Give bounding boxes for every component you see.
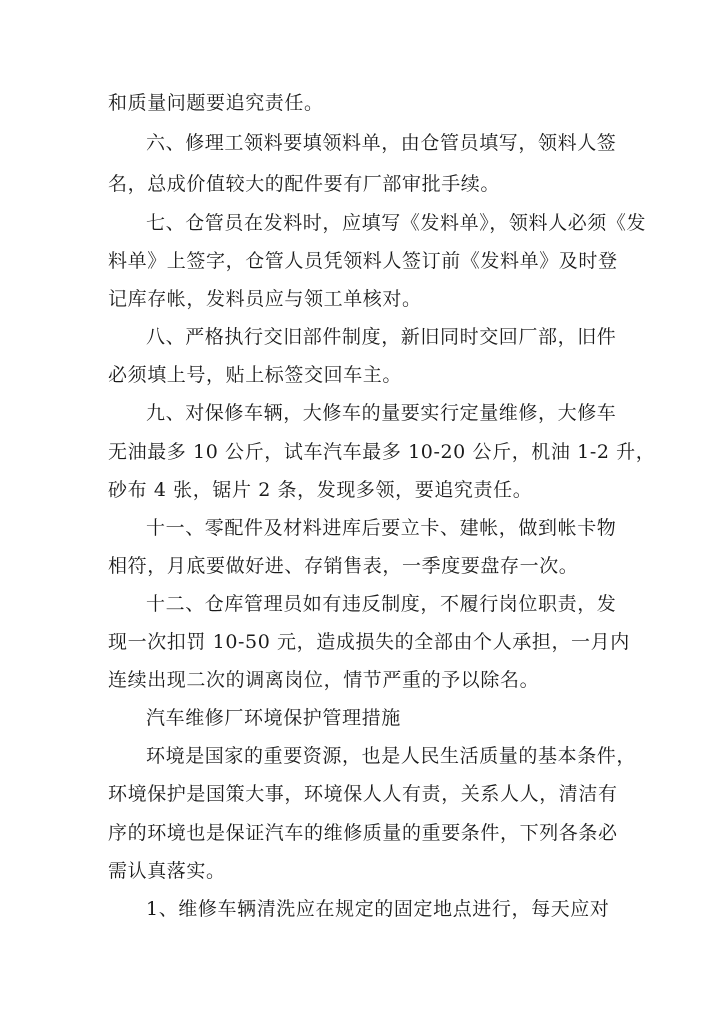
text-line: 1、维修车辆清洗应在规定的固定地点进行，每天应对 [146, 898, 610, 920]
text-line: 现一次扣罚 10-50 元，造成损失的全部由个人承担，一月内 [108, 631, 630, 653]
text-line: 名，总成价值较大的配件要有厂部审批手续。 [108, 173, 501, 195]
text-line: 环境是国家的重要资源，也是人民生活质量的基本条件， [146, 745, 637, 767]
text-line: 和质量问题要追究责任。 [108, 92, 324, 114]
text-line: 七、仓管员在发料时，应填写《发料单》，领料人必须《发 [146, 212, 647, 234]
text-line: 记库存帐，发料员应与领工单核对。 [108, 288, 422, 310]
text-line: 必须填上号，贴上标签交回车主。 [108, 364, 403, 386]
text-line: 砂布 4 张，锯片 2 条，发现多领，要追究责任。 [108, 479, 533, 501]
text-line: 料单》上签字，仓管人员凭领料人签订前《发料单》及时登 [108, 250, 618, 272]
text-line: 连续出现二次的调离岗位，情节严重的予以除名。 [108, 669, 540, 691]
text-line: 相符，月底要做好进、存销售表，一季度要盘存一次。 [108, 555, 579, 577]
text-line: 六、修理工领料要填领料单，由仓管员填写，领料人签 [146, 132, 617, 154]
text-line: 环境保护是国策大事，环境保人人有责，关系人人，清洁有 [108, 783, 618, 805]
section-heading: 汽车维修厂环境保护管理措施 [146, 707, 401, 729]
text-line: 八、严格执行交旧部件制度，新旧同时交回厂部，旧件 [146, 326, 617, 348]
text-line: 需认真落实。 [108, 860, 226, 882]
text-line: 十一、零配件及材料进库后要立卡、建帐，做到帐卡物 [146, 517, 617, 539]
text-line: 九、对保修车辆，大修车的量要实行定量维修，大修车 [146, 402, 617, 424]
text-line: 序的环境也是保证汽车的维修质量的重要条件，下列各条必 [108, 822, 618, 844]
text-line: 十二、仓库管理员如有违反制度，不履行岗位职责，发 [146, 593, 617, 615]
text-line: 无油最多 10 公斤，试车汽车最多 10-20 公斤，机油 1-2 升， [108, 441, 656, 463]
